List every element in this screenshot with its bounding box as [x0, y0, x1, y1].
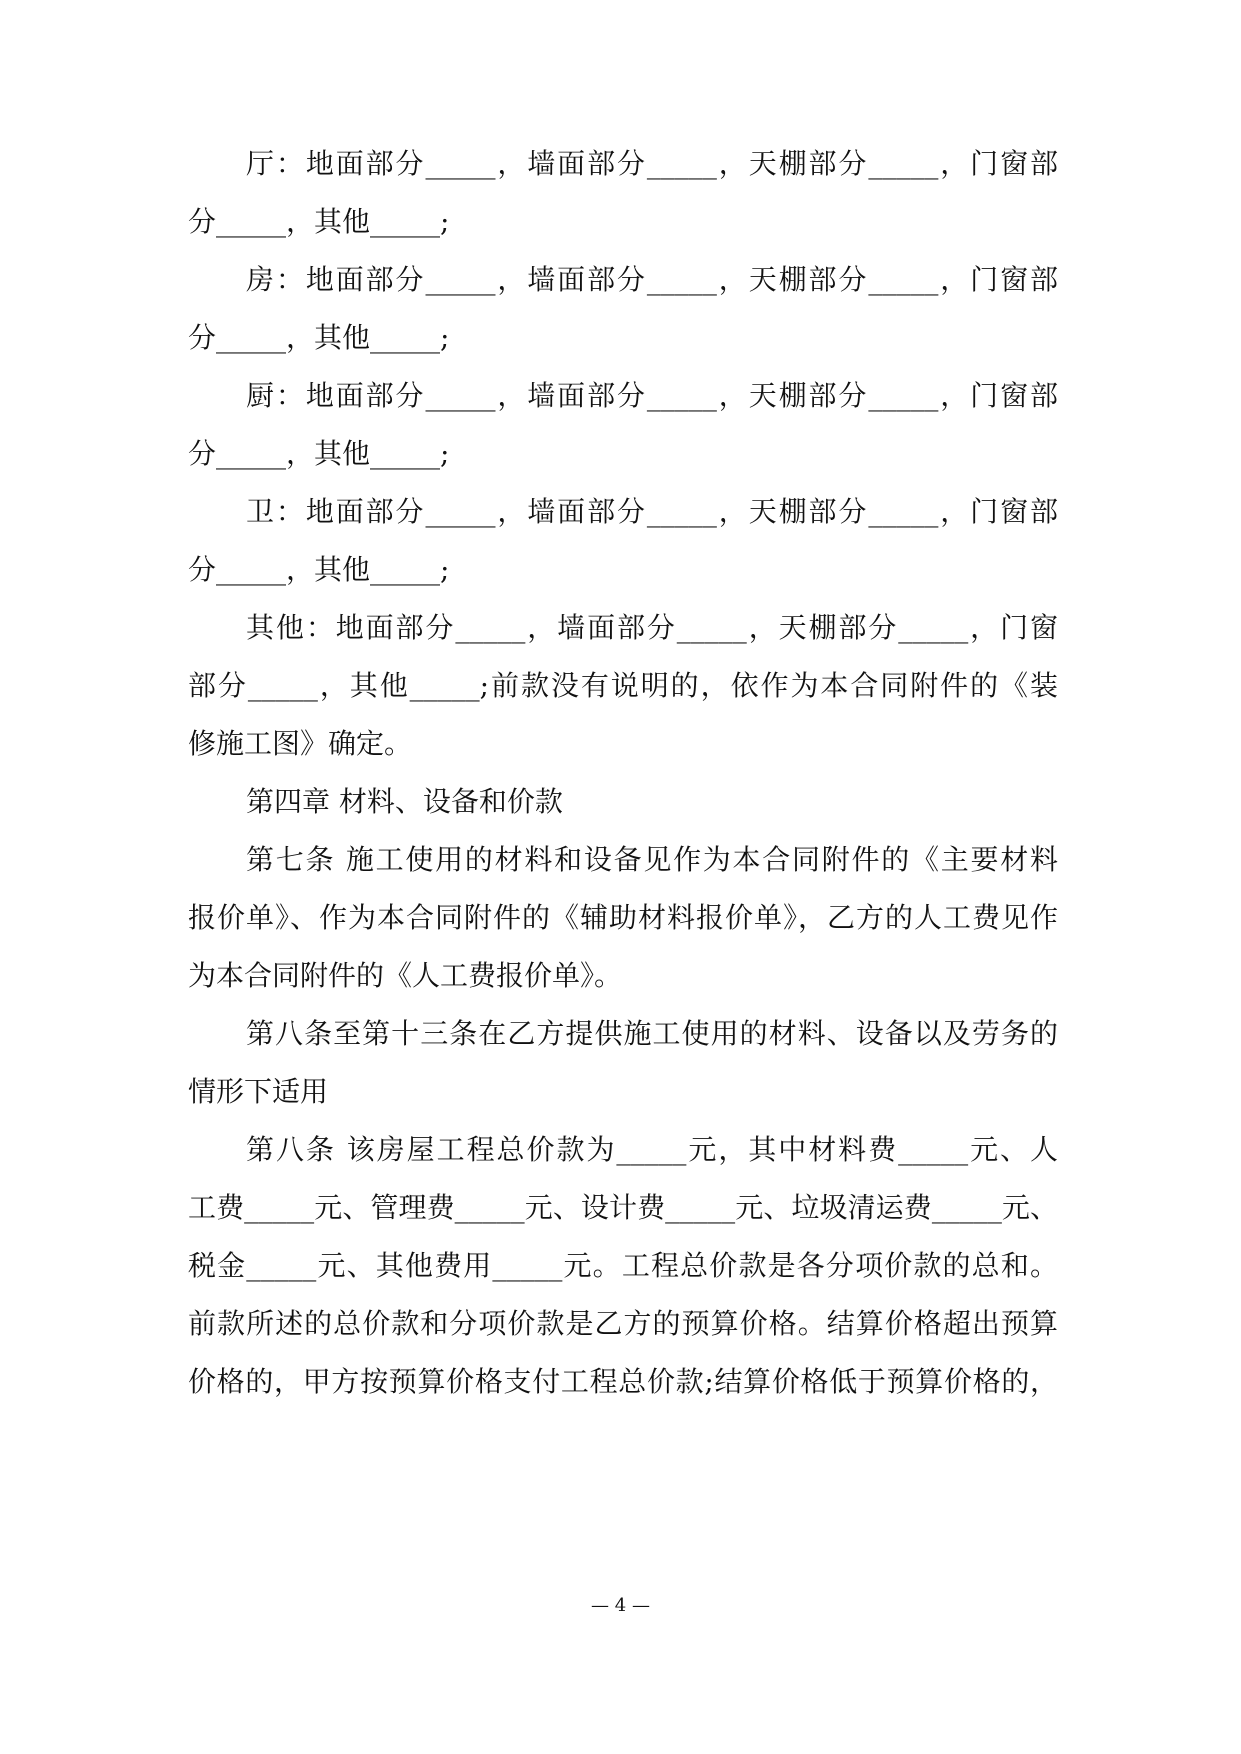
- paragraph-line: 厅：地面部分_____，墙面部分_____，天棚部分_____，门窗部: [246, 147, 1058, 180]
- paragraph-line: 情形下适用: [188, 1075, 329, 1108]
- paragraph-line: 分_____，其他_____;: [188, 205, 450, 238]
- paragraph-line: 分_____，其他_____;: [188, 437, 450, 470]
- paragraph-line: 第八条 该房屋工程总价款为_____元，其中材料费_____元、人: [246, 1133, 1058, 1166]
- paragraph-line: 修施工图》确定。: [188, 727, 413, 760]
- paragraph-line: 部分_____，其他_____;前款没有说明的，依作为本合同附件的《装: [188, 669, 1058, 702]
- paragraph-line: 前款所述的总价款和分项价款是乙方的预算价格。结算价格超出预算: [188, 1307, 1058, 1340]
- paragraph-line: 工费_____元、管理费_____元、设计费_____元、垃圾清运费_____元、: [188, 1191, 1058, 1224]
- paragraph-line: 报价单》、作为本合同附件的《辅助材料报价单》，乙方的人工费见作: [188, 901, 1058, 934]
- paragraph-line: 税金_____元、其他费用_____元。工程总价款是各分项价款的总和。: [188, 1249, 1058, 1282]
- chapter-heading: 第四章 材料、设备和价款: [246, 785, 563, 818]
- paragraph-line: 卫：地面部分_____，墙面部分_____，天棚部分_____，门窗部: [246, 495, 1058, 528]
- paragraph-line: 为本合同附件的《人工费报价单》。: [188, 959, 623, 992]
- page-number: — 4 —: [591, 1595, 650, 1616]
- paragraph-line: 厨：地面部分_____，墙面部分_____，天棚部分_____，门窗部: [246, 379, 1058, 412]
- paragraph-line: 房：地面部分_____，墙面部分_____，天棚部分_____，门窗部: [246, 263, 1058, 296]
- paragraph-line: 分_____，其他_____;: [188, 553, 450, 586]
- paragraph-line: 第七条 施工使用的材料和设备见作为本合同附件的《主要材料: [246, 843, 1058, 876]
- paragraph-line: 第八条至第十三条在乙方提供施工使用的材料、设备以及劳务的: [246, 1017, 1058, 1050]
- paragraph-line: 分_____，其他_____;: [188, 321, 450, 354]
- paragraph-line: 价格的，甲方按预算价格支付工程总价款;结算价格低于预算价格的，: [188, 1365, 1058, 1398]
- paragraph-line: 其他：地面部分_____，墙面部分_____，天棚部分_____，门窗: [246, 611, 1058, 644]
